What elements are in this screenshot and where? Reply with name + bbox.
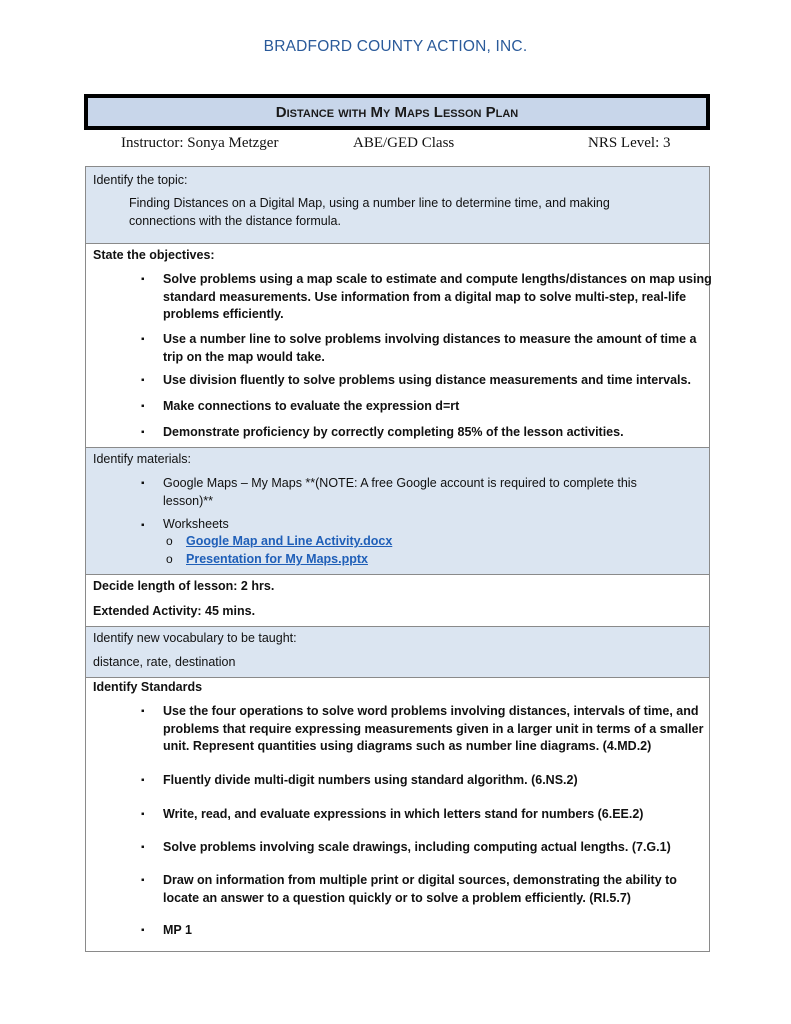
bullet-icon: ▪ [141, 842, 145, 853]
materials-header: Identify materials: [93, 452, 191, 466]
material-item: Google Maps – My Maps **(NOTE: A free Google account is required to complete this lesson)** [163, 476, 637, 508]
objective-item: Use a number line to solve problems involving distances to measure the amount of time a trip on the map would take. [163, 332, 697, 364]
link-presentation[interactable]: Presentation for My Maps.pptx [186, 552, 368, 566]
bullet-icon: ▪ [141, 375, 145, 386]
vocabulary-words: distance, rate, destination [93, 655, 236, 669]
lesson-length: Decide length of lesson: 2 hrs. [93, 579, 275, 593]
nrs-level-label: NRS Level: 3 [588, 135, 671, 151]
extended-activity: Extended Activity: 45 mins. [93, 604, 256, 618]
materials-section [85, 447, 710, 575]
bullet-icon: ▪ [141, 274, 145, 285]
organization-name: BRADFORD COUNTY ACTION, INC. [263, 38, 528, 55]
bullet-icon: ▪ [141, 875, 145, 886]
standard-item: Use the four operations to solve word problems involving distances, intervals of time, and problems that require expressing measurements given in a larger unit in terms of a smaller unit. Represent quantities using diagrams such as number line diagrams. (4.MD.2) [163, 704, 704, 753]
instructor-label: Instructor: Sonya Metzger [121, 135, 279, 151]
standard-item: Solve problems involving scale drawings, including computing actual lengths. (7.G.1) [163, 840, 671, 854]
length-section [85, 574, 710, 627]
standard-item: Fluently divide multi-digit numbers using standard algorithm. (6.NS.2) [163, 773, 578, 787]
standards-section [85, 677, 710, 952]
material-item: Worksheets [163, 517, 229, 531]
objectives-header: State the objectives: [93, 248, 215, 262]
bullet-icon: ▪ [141, 775, 145, 786]
objective-item: Use division fluently to solve problems using distance measurements and time intervals. [163, 373, 691, 387]
standards-header: Identify Standards [93, 680, 203, 694]
objective-item: Demonstrate proficiency by correctly completing 85% of the lesson activities. [163, 425, 624, 439]
bullet-icon: ▪ [141, 401, 145, 412]
vocabulary-section [85, 626, 710, 678]
standard-item: Write, read, and evaluate expressions in which letters stand for numbers (6.EE.2) [163, 807, 644, 821]
standard-item: MP 1 [163, 923, 192, 937]
topic-text: Finding Distances on a Digital Map, using a number line to determine time, and making connections with the distance formula. [129, 196, 610, 228]
document-title: Distance with My Maps Lesson Plan [88, 98, 706, 126]
bullet-icon: ▪ [141, 478, 145, 489]
objective-item: Solve problems using a map scale to estimate and compute lengths/distances on map using standard measurements. Use information from a digital map to solve multi-step, real-life problems efficiently. [163, 272, 712, 321]
objective-item: Make connections to evaluate the expression d=rt [163, 399, 460, 413]
topic-section [85, 166, 710, 244]
info-row [0, 135, 791, 155]
objectives-section [85, 243, 710, 448]
class-label: ABE/GED Class [353, 135, 455, 151]
link-google-map-activity[interactable]: Google Map and Line Activity.docx [186, 534, 393, 548]
circle-bullet-icon: o [166, 552, 173, 566]
topic-header: Identify the topic: [93, 173, 188, 187]
bullet-icon: ▪ [141, 809, 145, 820]
bullet-icon: ▪ [141, 925, 145, 936]
vocabulary-header: Identify new vocabulary to be taught: [93, 631, 297, 645]
standard-item: Draw on information from multiple print or digital sources, demonstrating the ability to locate an answer to a question quickly or to solve a problem efficiently. (RI.5.7) [163, 873, 677, 905]
title-banner [84, 94, 710, 130]
bullet-icon: ▪ [141, 706, 145, 717]
circle-bullet-icon: o [166, 534, 173, 548]
bullet-icon: ▪ [141, 427, 145, 438]
bullet-icon: ▪ [141, 334, 145, 345]
bullet-icon: ▪ [141, 520, 145, 531]
